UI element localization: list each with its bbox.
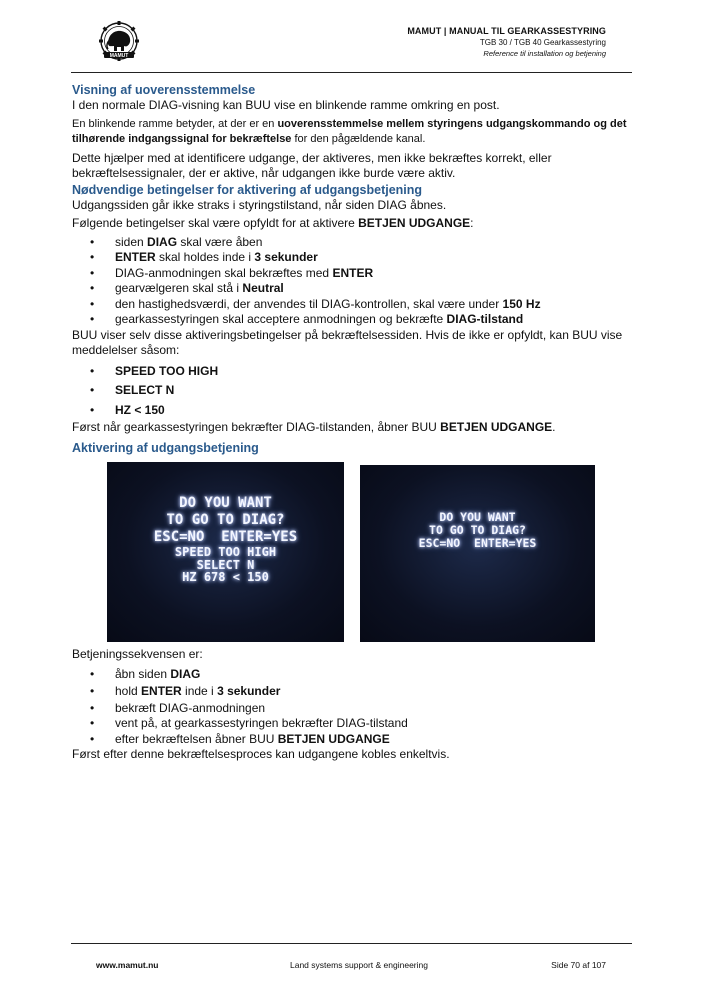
list-item: • DIAG-anmodningen skal bekræftes med ENTER [72,266,632,282]
messages-list [72,362,632,421]
conditions-paragraph-1: Udgangssiden går ikke straks i styringstilstand, når siden DIAG åbnes. [72,197,447,212]
header-subtitle: TGB 30 / TGB 40 Gearkassestyring [479,38,606,47]
screen-line: HZ 678 < 150 [182,570,269,584]
sequence-outro: Først efter denne bekræftelsesproces kan udgangene kobles enkeltvis. [72,747,450,761]
list-item: • bekræft DIAG-anmodningen [72,701,632,717]
list-item: • ENTER skal holdes inde i 3 sekunder [72,250,632,266]
screen-line: SELECT N [196,557,255,572]
screen-photo-speed-too-high [107,462,344,642]
list-item: • vent på, at gearkassestyringen bekræfter DIAG-tilstand [72,716,632,732]
list-item: • efter bekræftelsen åbner BUU BETJEN UDGANGE [72,732,632,748]
section-heading-activation: Aktivering af udgangsbetjening [72,440,259,455]
screen-line: DO YOU WANT [439,510,516,524]
conditions-list [72,235,632,328]
list-item: • den hastighedsværdi, der anvendes til DIAG-kontrollen, skal være under 150 Hz [72,297,632,313]
list-item: • åbn siden DIAG [72,666,632,684]
mismatch-paragraph-2: En blinkende ramme betyder, at der er en uoverensstemmelse mellem styringens udgangskommando og det tilhørende indgangssignal for bekræftelse for den pågældende kanal. [72,117,627,145]
list-item: • HZ < 150 [72,401,632,421]
screen-line: TO GO TO DIAG? [166,512,285,528]
section-heading-conditions: Nødvendige betingelser for aktivering af udgangsbetjening [72,182,423,197]
list-item: • SPEED TOO HIGH [72,362,632,382]
sequence-intro: Betjeningssekvensen er: [72,647,203,661]
mismatch-paragraph-3: Dette hjælper med at identificere udgange, der aktiveres, men ikke bekræftes korrekt, eller bekræftelsessignaler, der er aktive, når udgangen ikke burde være aktiv. [72,150,552,180]
logo-text: MAMUT [109,53,129,59]
screen-line: ESC=NO ENTER=YES [153,529,298,545]
list-item: • gearkassestyringen skal acceptere anmodningen og bekræfte DIAG-tilstand [72,312,632,328]
screen-line: SPEED TOO HIGH [174,545,277,559]
mismatch-paragraph-1: I den normale DIAG-visning kan BUU vise en blinkende ramme omkring en post. [72,98,500,112]
header-note: Reference til installation og betjening [483,49,606,58]
list-item: • gearvælgeren skal stå i Neutral [72,281,632,297]
screen-line: DO YOU WANT [179,495,272,511]
footer-website: www.mamut.nu [96,960,159,970]
header-title: MAMUT | MANUAL TIL GEARKASSESTYRING [407,26,606,36]
screen-line: TO GO TO DIAG? [429,523,526,537]
section-heading-mismatch: Visning af uoverensstemmelse [72,83,256,97]
conditions-paragraph-2: Følgende betingelser skal være opfyldt for at aktivere BETJEN UDGANGE: [72,216,474,230]
list-item: • SELECT N [72,381,632,401]
screen-photo-confirm-diag [360,465,595,642]
footer-divider [71,943,632,944]
page-content [72,82,632,456]
sequence-list [72,666,632,748]
footer-tagline: Land systems support & engineering [290,960,428,970]
footer-page-number: Side 70 af 107 [551,960,606,970]
conditions-paragraph-4: Først når gearkassestyringen bekræfter DIAG-tilstanden, åbner BUU BETJEN UDGANGE. [72,420,556,434]
document-header [407,26,606,59]
conditions-paragraph-3: BUU viser selv disse aktiveringsbetingelser på bekræftelsessiden. Hvis de ikke er opfyldt, kan BUU vise meddelelser såsom: [72,327,623,357]
list-item: • siden DIAG skal være åben [72,235,632,251]
screen-line: ESC=NO ENTER=YES [418,536,537,550]
list-item: • hold ENTER inde i 3 sekunder [72,683,632,701]
mamut-logo [93,20,145,64]
sequence-section [72,647,632,763]
header-divider [71,72,632,73]
